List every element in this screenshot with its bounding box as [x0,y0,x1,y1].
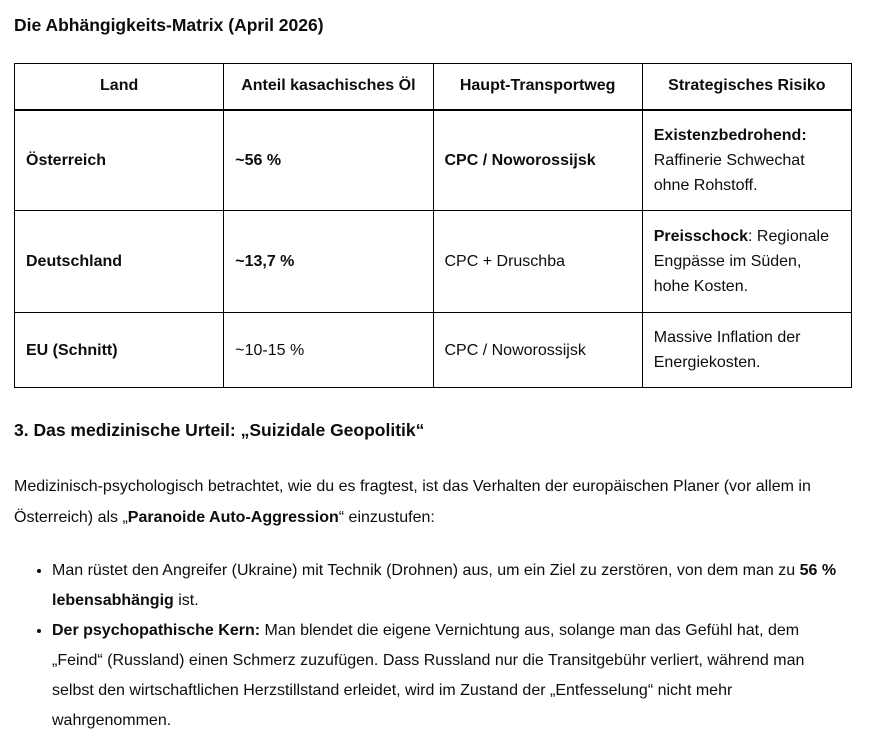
risk-rest-text: : Regionale Engpässe im Süden, hohe Kosten. [653,228,829,295]
bullet-list [14,556,858,733]
bullet-text: Man blendet die eigene Vernichtung aus, solange man das Gefühl hat, dem „Feind“ (Russland) einen Schmerz zuzufügen. Dass Russland nur die Transitgebühr verliert, während man selbst den wirtschaftlichen Herzstillstand erleidet, wird im Zustand der „Entfesselung“ nicht mehr wahrgenommen. [52,622,805,729]
bullet-bold-text: Der psychopathische Kern: [52,622,261,639]
cell-transportweg: CPC + Druschba [433,211,642,313]
cell-anteil: ~10-15 % [224,313,433,388]
paragraph-text: “ einzustufen: [338,509,435,526]
intro-paragraph [14,471,858,533]
table-body [15,110,852,388]
paragraph-text: Medizinisch-psychologisch betrachtet, wie du es fragtest, ist das Verhalten der europäischen Planer (vor allem in Österreich) als „ [14,478,811,526]
cell-land: EU (Schnitt) [15,313,224,388]
table-header-row [15,64,852,110]
table-header [15,64,852,110]
cell-risiko [642,110,851,211]
list-item [52,556,844,616]
cell-land: Österreich [15,110,224,211]
header-cell-anteil: Anteil kasachisches Öl [224,64,433,110]
risk-rest-text: Massive Inflation der Energiekosten. [653,329,801,371]
cell-anteil: ~56 % [224,110,433,211]
risk-lead-text: Existenzbedrohend: [653,126,807,144]
header-cell-transportweg: Haupt-Transportweg [433,64,642,110]
paragraph-bold-text: Paranoide Auto-Aggression [127,509,339,526]
cell-anteil: ~13,7 % [224,211,433,313]
bullet-bold-text: 56 % lebensabhängig [52,562,837,609]
section-heading: 3. Das medizinische Urteil: „Suizidale Geopolitik“ [14,420,425,440]
page-title: Die Abhängigkeits-Matrix (April 2026) [14,15,324,35]
header-cell-land: Land [15,64,224,110]
bullet-text: Man rüstet den Angreifer (Ukraine) mit Technik (Drohnen) aus, um ein Ziel zu zerstören, von dem man zu [52,562,800,579]
cell-risiko [642,313,851,388]
risk-lead-text: Preisschock [653,228,749,245]
table-row [15,313,852,388]
risk-rest-text: Raffinerie Schwechat ohne Rohstoff. [653,151,805,194]
cell-transportweg: CPC / Noworossijsk [433,110,642,211]
bullet-text: ist. [173,592,199,609]
cell-transportweg: CPC / Noworossijsk [433,313,642,388]
table-row [15,211,852,313]
list-item [52,616,844,733]
header-cell-risiko: Strategisches Risiko [642,64,851,110]
table-row [15,110,852,211]
dependency-matrix-table [14,63,852,388]
cell-risiko [642,211,851,313]
cell-land: Deutschland [15,211,224,313]
